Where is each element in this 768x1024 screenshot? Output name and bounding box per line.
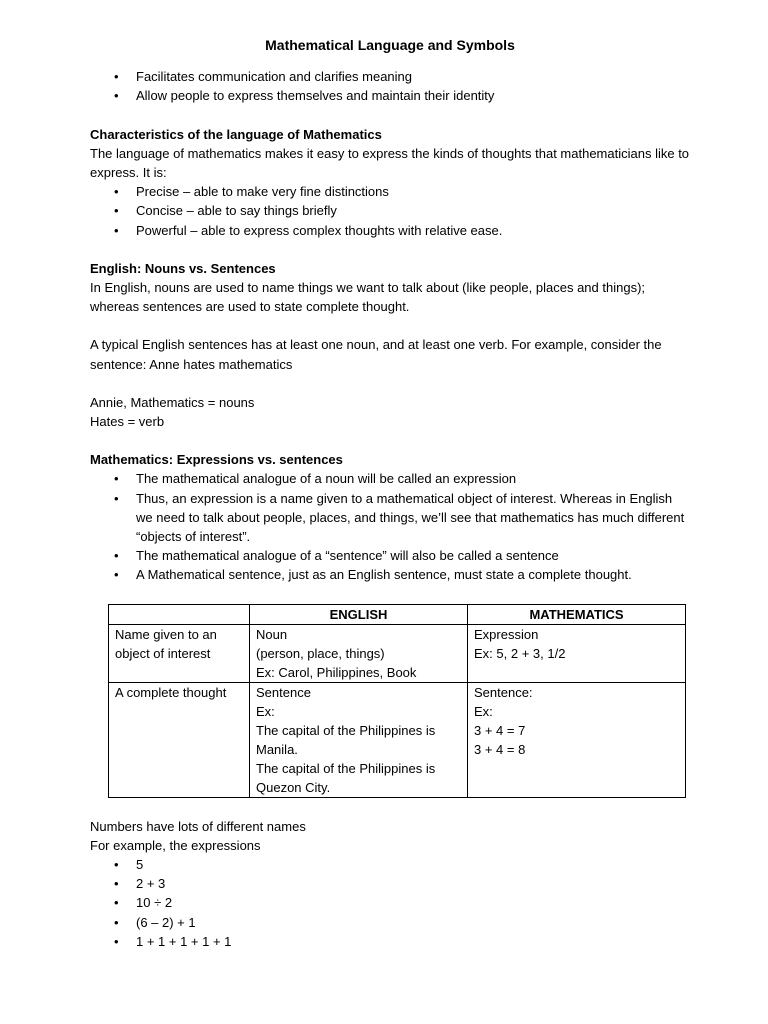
list-item: • Facilitates communication and clarifies meaning (90, 67, 690, 86)
cell-line: The capital of the Philippines is (256, 760, 436, 776)
table-cell-english (250, 682, 468, 797)
section-heading-characteristics: Characteristics of the language of Mathematics (90, 126, 382, 142)
numbers-bullet-list (90, 855, 690, 951)
section-heading-english: English: Nouns vs. Sentences (90, 260, 276, 276)
list-item: • A Mathematical sentence, just as an English sentence, must state a complete thought. (90, 565, 690, 584)
text-line: Hates = verb (90, 414, 165, 430)
document-page (90, 36, 690, 951)
paragraph: In English, nouns are used to name things we want to talk about (like people, places and things); whereas sentences are used to state complete thought. (90, 280, 646, 315)
cell-line: Quezon City. (256, 779, 331, 795)
table-header-row (109, 604, 686, 624)
text-line: For example, the expressions (90, 837, 261, 853)
list-item: • Powerful – able to express complex thoughts with relative ease. (90, 221, 690, 240)
table-row (109, 682, 686, 797)
paragraph: A typical English sentences has at least one noun, and at least one verb. For example, consider the sentence: Anne hates mathematics (90, 337, 662, 372)
table-cell-label (109, 624, 250, 682)
table-header-cell: ENGLISH (250, 604, 468, 624)
list-item: • (6 – 2) + 1 (90, 913, 690, 932)
mathematics-bullet-list (90, 469, 690, 584)
cell-line: 3 + 4 = 7 (474, 722, 526, 738)
list-item: • Allow people to express themselves and maintain their identity (90, 86, 690, 105)
document-title: Mathematical Language and Symbols (265, 37, 515, 53)
list-item: • The mathematical analogue of a “sentence” will also be called a sentence (90, 546, 690, 565)
section-heading-mathematics: Mathematics: Expressions vs. sentences (90, 452, 343, 468)
cell-line: Manila. (256, 741, 298, 757)
cell-line: Noun (256, 626, 288, 642)
cell-line: Ex: (256, 703, 275, 719)
list-item: • 5 (90, 855, 690, 874)
table-cell-english (250, 624, 468, 682)
intro-bullet-list (90, 67, 690, 105)
list-item: • The mathematical analogue of a noun will be called an expression (90, 469, 690, 488)
list-item: • 1 + 1 + 1 + 1 + 1 (90, 932, 690, 951)
paragraph: The language of mathematics makes it easy to express the kinds of thoughts that mathematicians like to express. It is: (90, 145, 690, 181)
cell-line: Ex: 5, 2 + 3, 1/2 (474, 645, 566, 661)
text-line: Numbers have lots of different names (90, 818, 306, 834)
cell-line: Sentence (256, 684, 311, 700)
cell-line: Sentence: (474, 684, 533, 700)
table-header-cell (109, 604, 250, 624)
table-header-cell: MATHEMATICS (468, 604, 686, 624)
cell-line: (person, place, things) (256, 645, 385, 661)
cell-line: Ex: (474, 703, 493, 719)
list-item: • 10 ÷ 2 (90, 893, 690, 912)
cell-line: Expression (474, 626, 539, 642)
characteristics-bullet-list (90, 182, 690, 240)
list-item: • Thus, an expression is a name given to a mathematical object of interest. Whereas in English we need to talk about people, places, and things, we’ll see that mathematics has much different “objects of interest”. (90, 489, 690, 547)
cell-line: A complete thought (115, 684, 227, 700)
cell-line: object of interest (115, 645, 211, 661)
list-item: • Concise – able to say things briefly (90, 201, 690, 220)
text-line: Annie, Mathematics = nouns (90, 394, 255, 410)
cell-line: The capital of the Philippines is (256, 722, 436, 738)
table-row (109, 624, 686, 682)
list-item: • 2 + 3 (90, 874, 690, 893)
table-cell-label (109, 682, 250, 797)
cell-line: Ex: Carol, Philippines, Book (256, 664, 417, 680)
comparison-table (108, 604, 686, 798)
cell-line: Name given to an (115, 626, 217, 642)
table-cell-math (468, 682, 686, 797)
cell-line: 3 + 4 = 8 (474, 741, 526, 757)
list-item: • Precise – able to make very fine distinctions (90, 182, 690, 201)
table-cell-math (468, 624, 686, 682)
